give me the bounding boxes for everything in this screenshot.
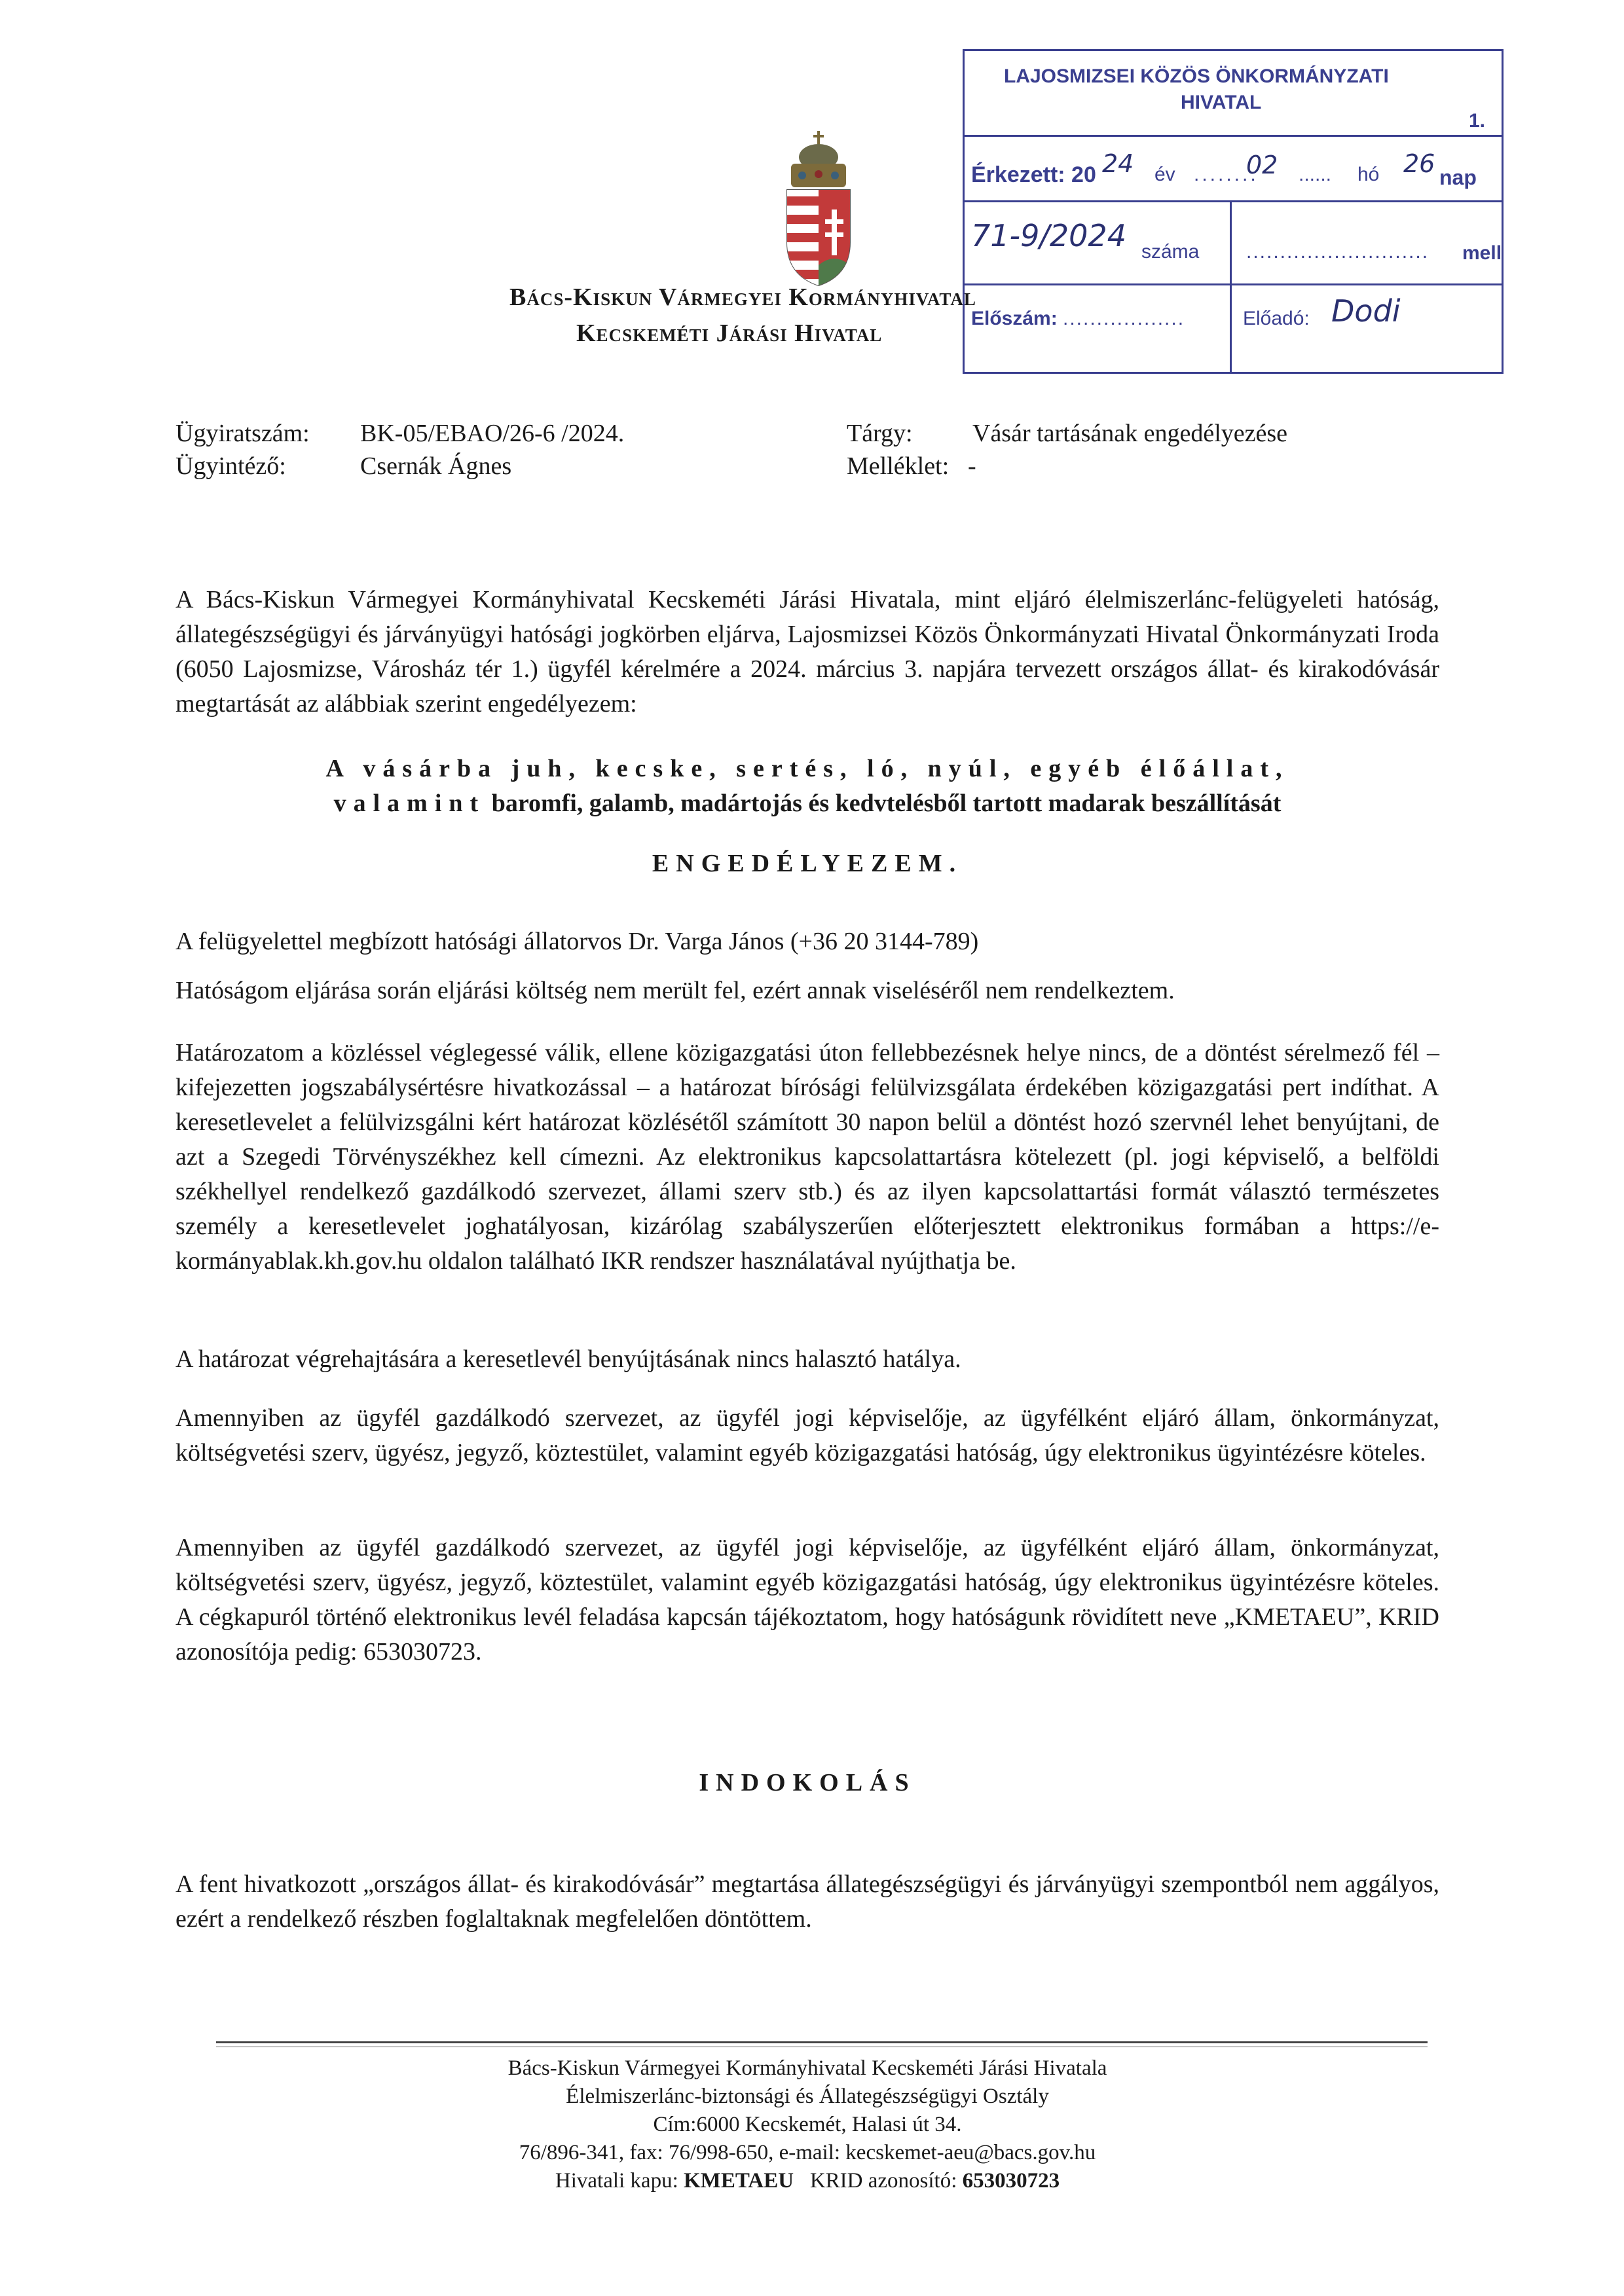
org-name-line2: Kecskeméti Járási Hivatal — [576, 319, 883, 347]
stamp-month-label: hó — [1357, 164, 1380, 185]
stamp-title-line2: HIVATAL — [1181, 92, 1262, 113]
stamp-received-year: 24 — [1102, 149, 1134, 178]
no-suspension-paragraph: A határozat végrehajtására a keresetlevél benyújtásának nincs halasztó hatálya. — [175, 1345, 961, 1373]
decision-line-2-rest: baromfi, galamb, madártojás és kedvtelésből tartott madarak beszállítását — [485, 790, 1282, 817]
stamp-pre-number-label: Előszám: — [971, 308, 1058, 329]
case-officer-label: Ügyintéző: — [175, 452, 286, 480]
footer-divider — [216, 2041, 1428, 2043]
case-officer: Csernák Ágnes — [360, 452, 512, 480]
footer-line-2: Élelmiszerlánc-biztonsági és Állategészségügyi Osztály — [566, 2085, 1049, 2108]
stamp-year-label: év — [1154, 164, 1175, 185]
appeal-paragraph: Határozatom a közléssel véglegessé válik, ellene közigazgatási úton fellebbezésnek helye nincs, de a döntést sérelmező fél – kifejezetten jogszabálysértésre hivatkozással – a határozat bírósági felülvizsgálata érdekében közigazgatási pert indíthat. A keresetlevelet a felülvizsgálni kért határozat közlésétől számított 30 napon belül a döntést hozó szervnél lehet benyújtani, de azt a Szegedi Törvényszékhez kell címezni. Az elektronikus kapcsolattartásra kötelezett (pl. jogi képviselő, a belföldi székhellyel rendelkező gazdálkodó szervezet, állami szerv stb.) és az ilyen kapcsolattartási formát választó természetes személy a keresetlevelet joghatályosan, kizárólag szabályszerűen előterjesztett elektronikus formában a https://e-kormányablak.kh.gov.hu oldalon található IKR rendszer használatával nyújthatja be. — [175, 1039, 1439, 1275]
electronic-paragraph-1: Amennyiben az ügyfél gazdálkodó szervezet, az ügyfél jogi képviselője, az ügyfélként eljáró állam, önkormányzat, költségvetési szerv, ügyész, jegyző, köztestület, valamint egyéb közigazgatási hatóság, úgy elektronikus ügyintézésre köteles. — [175, 1404, 1439, 1467]
footer-krid-value: 653030723 — [962, 2169, 1060, 2193]
intro-paragraph: A Bács-Kiskun Vármegyei Kormányhivatal Kecskeméti Járási Hivatala, mint eljáró élelmiszerlánc-felügyeleti hatóság, állategészségügyi és járványügyi hatósági jogkörben eljárva, Lajosmizsei Közös Önkormányzati Hivatal Önkormányzati Iroda (6050 Lajosmizse, Városház tér 1.) ügyfél kérelmére a 2024. március 3. napjára tervezett országos állat- és kirakodóvásár megtartását az alábbiak szerint engedélyezem: — [175, 586, 1439, 718]
registration-stamp: LAJOSMIZSEI KÖZÖS ÖNKORMÁNYZATI HIVATAL 1. Érkezett: 20 24 év ........ 02 ...... hó 26 nap 71-9/2024 száma ........................... mell Előszám: .................. Előadó: Dodi — [963, 49, 1504, 374]
attachment-label: Melléklet: — [847, 452, 950, 480]
footer-line-1: Bács-Kiskun Vármegyei Kormányhivatal Kecskeméti Járási Hivatala — [507, 2056, 1107, 2080]
costs-paragraph: Hatóságom eljárása során eljárási költség nem merült fel, ezért annak viseléséről nem rendelkeztem. — [175, 977, 1175, 1004]
subject-label: Tárgy: — [847, 420, 913, 447]
org-name-line1: Bács-Kiskun Vármegyei Kormányhivatal — [509, 283, 976, 311]
stamp-received-month: 02 — [1246, 151, 1278, 179]
stamp-file-number-label: száma — [1141, 241, 1200, 263]
stamp-file-number: 71-9/2024 — [971, 218, 1126, 253]
stamp-handler-label: Előadó: — [1243, 308, 1310, 329]
coat-of-arms-icon — [773, 131, 864, 288]
stamp-attachment-label: mell — [1462, 242, 1502, 264]
stamp-received-label: Érkezett: 20 — [971, 162, 1096, 187]
footer-line-3: Cím:6000 Kecskemét, Halasi út 34. — [653, 2113, 962, 2136]
decision-line-1: A vásárba juh, kecske, sertés, ló, nyúl, egyéb élőállat, — [325, 755, 1289, 782]
stamp-title-line1: LAJOSMIZSEI KÖZÖS ÖNKORMÁNYZATI — [1004, 65, 1389, 87]
attachment-value: - — [968, 452, 976, 480]
subject: Vásár tartásának engedélyezése — [972, 420, 1288, 447]
stamp-number: 1. — [1469, 110, 1486, 132]
stamp-day-label: nap — [1439, 166, 1477, 189]
case-number-label: Ügyiratszám: — [175, 420, 310, 447]
decision-verb: ENGEDÉLYEZEM. — [652, 850, 963, 877]
electronic-paragraph-2: Amennyiben az ügyfél gazdálkodó szervezet, az ügyfél jogi képviselője, az ügyfélként eljáró állam, önkormányzat, költségvetési szerv, ügyész, jegyző, köztestület, valamint egyéb közigazgatási hatóság, úgy elektronikus ügyintézésre köteles. A cégkapuról történő elektronikus levél feladása kapcsán tájékoztatom, hogy hatóságunk rövidített neve „KMETAEU”, KRID azonosítója pedig: 653030723. — [175, 1534, 1439, 1666]
decision-line-2-spaced: valamint — [333, 790, 486, 817]
footer-line-4: 76/896-341, fax: 76/998-650, e-mail: kecskemet-aeu@bacs.gov.hu — [519, 2141, 1096, 2164]
footer-gateway-label: Hivatali kapu: — [555, 2169, 678, 2193]
reasoning-heading: INDOKOLÁS — [699, 1769, 916, 1796]
vet-paragraph: A felügyelettel megbízott hatósági állatorvos Dr. Varga János (+36 20 3144-789) — [175, 928, 979, 955]
stamp-received-day: 26 — [1403, 149, 1435, 178]
stamp-handler-signature: Dodi — [1331, 293, 1401, 329]
footer-krid-label: KRID azonosító: — [809, 2169, 957, 2193]
reasoning-paragraph: A fent hivatkozott „országos állat- és kirakodóvásár” megtartása állategészségügyi és járványügyi szempontból nem aggályos, ezért a rendelkező részben foglaltaknak megfelelően döntöttem. — [175, 1870, 1439, 1933]
footer-line-5 — [175, 2167, 1439, 2195]
decision-line-2 — [175, 786, 1439, 821]
footer-gateway-value: KMETAEU — [684, 2169, 794, 2193]
case-number: BK-05/EBAO/26-6 /2024. — [360, 420, 625, 447]
